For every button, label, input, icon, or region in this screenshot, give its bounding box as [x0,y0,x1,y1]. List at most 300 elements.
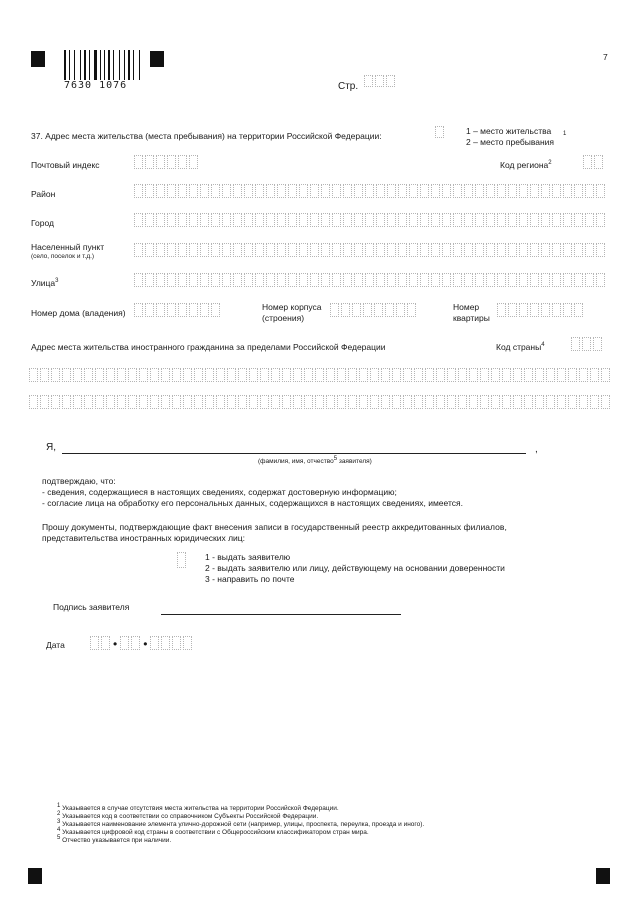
char-cell[interactable] [266,213,275,227]
char-cell[interactable] [392,368,401,382]
char-cell[interactable] [596,213,605,227]
char-cell[interactable] [73,395,82,409]
char-cell[interactable] [211,273,220,287]
char-cell[interactable] [535,395,544,409]
char-cell[interactable] [502,395,511,409]
foreign-address-row-2[interactable] [29,395,612,409]
char-cell[interactable] [574,243,583,257]
char-cell[interactable] [436,368,445,382]
char-cell[interactable] [255,213,264,227]
char-cell[interactable] [557,395,566,409]
char-cell[interactable] [480,395,489,409]
char-cell[interactable] [407,303,416,317]
char-cell[interactable] [590,368,599,382]
city-cells[interactable] [134,213,607,227]
char-cell[interactable] [508,213,517,227]
char-cell[interactable] [458,368,467,382]
char-cell[interactable] [150,395,159,409]
char-cell[interactable] [161,395,170,409]
char-cell[interactable] [255,273,264,287]
char-cell[interactable] [585,273,594,287]
char-cell[interactable] [51,368,60,382]
char-cell[interactable] [392,395,401,409]
char-cell[interactable] [310,184,319,198]
char-cell[interactable] [469,395,478,409]
char-cell[interactable] [337,395,346,409]
char-cell[interactable] [299,184,308,198]
page-number-cells[interactable] [364,75,397,87]
char-cell[interactable] [84,395,93,409]
char-cell[interactable] [480,368,489,382]
char-cell[interactable] [95,368,104,382]
char-cell[interactable] [189,155,198,169]
char-cell[interactable] [431,243,440,257]
char-cell[interactable] [486,243,495,257]
char-cell[interactable] [332,273,341,287]
char-cell[interactable] [491,395,500,409]
char-cell[interactable] [139,368,148,382]
char-cell[interactable] [387,243,396,257]
char-cell[interactable] [513,395,522,409]
street-cells[interactable] [134,273,607,287]
char-cell[interactable] [348,368,357,382]
char-cell[interactable] [172,395,181,409]
char-cell[interactable] [211,303,220,317]
char-cell[interactable] [189,213,198,227]
char-cell[interactable] [354,243,363,257]
char-cell[interactable] [464,273,473,287]
char-cell[interactable] [365,273,374,287]
char-cell[interactable] [585,184,594,198]
char-cell[interactable] [359,368,368,382]
char-cell[interactable] [40,368,49,382]
char-cell[interactable] [469,368,478,382]
char-cell[interactable] [420,184,429,198]
char-cell[interactable] [321,273,330,287]
char-cell[interactable] [568,395,577,409]
applicant-name-line[interactable] [62,453,526,454]
char-cell[interactable] [398,273,407,287]
char-cell[interactable] [352,303,361,317]
char-cell[interactable] [244,213,253,227]
char-cell[interactable] [95,395,104,409]
char-cell[interactable] [343,213,352,227]
char-cell[interactable] [134,243,143,257]
char-cell[interactable] [409,213,418,227]
char-cell[interactable] [376,273,385,287]
char-cell[interactable] [260,368,269,382]
char-cell[interactable] [315,368,324,382]
char-cell[interactable] [134,213,143,227]
char-cell[interactable] [563,184,572,198]
char-cell[interactable] [552,243,561,257]
char-cell[interactable] [277,184,286,198]
char-cell[interactable] [420,273,429,287]
char-cell[interactable] [354,213,363,227]
char-cell[interactable] [502,368,511,382]
char-cell[interactable] [233,273,242,287]
char-cell[interactable] [464,243,473,257]
char-cell[interactable] [189,184,198,198]
char-cell[interactable] [574,184,583,198]
settlement-cells[interactable] [134,243,607,257]
char-cell[interactable] [508,303,517,317]
char-cell[interactable] [200,303,209,317]
char-cell[interactable] [365,243,374,257]
foreign-address-row-1[interactable] [29,368,612,382]
char-cell[interactable] [596,243,605,257]
char-cell[interactable] [376,213,385,227]
char-cell[interactable] [145,273,154,287]
char-cell[interactable] [200,243,209,257]
char-cell[interactable] [183,368,192,382]
char-cell[interactable] [563,243,572,257]
char-cell[interactable] [145,213,154,227]
char-cell[interactable] [40,395,49,409]
char-cell[interactable] [172,368,181,382]
char-cell[interactable] [167,213,176,227]
char-cell[interactable] [385,303,394,317]
house-number-cells[interactable] [134,303,222,317]
char-cell[interactable] [497,303,506,317]
char-cell[interactable] [222,213,231,227]
char-cell[interactable] [453,273,462,287]
char-cell[interactable] [271,395,280,409]
char-cell[interactable] [238,395,247,409]
char-cell[interactable] [156,273,165,287]
char-cell[interactable] [530,213,539,227]
char-cell[interactable] [574,303,583,317]
char-cell[interactable] [161,368,170,382]
char-cell[interactable] [145,243,154,257]
char-cell[interactable] [293,395,302,409]
char-cell[interactable] [189,273,198,287]
char-cell[interactable] [310,243,319,257]
char-cell[interactable] [491,368,500,382]
char-cell[interactable] [431,273,440,287]
char-cell[interactable] [211,184,220,198]
char-cell[interactable] [167,155,176,169]
char-cell[interactable] [541,303,550,317]
postal-index-cells[interactable] [134,155,200,169]
char-cell[interactable] [189,303,198,317]
char-cell[interactable] [563,273,572,287]
char-cell[interactable] [370,368,379,382]
char-cell[interactable] [387,184,396,198]
char-cell[interactable] [128,395,137,409]
char-cell[interactable] [73,368,82,382]
char-cell[interactable] [330,303,339,317]
char-cell[interactable] [486,273,495,287]
char-cell[interactable] [249,395,258,409]
char-cell[interactable] [475,243,484,257]
char-cell[interactable] [442,184,451,198]
char-cell[interactable] [601,368,610,382]
char-cell[interactable] [590,395,599,409]
char-cell[interactable] [106,395,115,409]
char-cell[interactable] [139,395,148,409]
char-cell[interactable] [464,184,473,198]
char-cell[interactable] [178,155,187,169]
char-cell[interactable] [282,395,291,409]
char-cell[interactable] [299,213,308,227]
char-cell[interactable] [145,303,154,317]
char-cell[interactable] [519,184,528,198]
char-cell[interactable] [403,395,412,409]
char-cell[interactable] [178,273,187,287]
char-cell[interactable] [365,184,374,198]
char-cell[interactable] [425,368,434,382]
char-cell[interactable] [134,303,143,317]
char-cell[interactable] [277,243,286,257]
char-cell[interactable] [288,273,297,287]
char-cell[interactable] [178,213,187,227]
char-cell[interactable] [156,213,165,227]
region-code-cells[interactable] [583,155,605,169]
char-cell[interactable] [326,368,335,382]
char-cell[interactable] [227,395,236,409]
char-cell[interactable] [150,368,159,382]
char-cell[interactable] [365,213,374,227]
char-cell[interactable] [222,273,231,287]
char-cell[interactable] [425,395,434,409]
char-cell[interactable] [277,273,286,287]
char-cell[interactable] [249,368,258,382]
char-cell[interactable] [585,243,594,257]
char-cell[interactable] [387,273,396,287]
char-cell[interactable] [117,368,126,382]
char-cell[interactable] [266,243,275,257]
char-cell[interactable] [145,184,154,198]
char-cell[interactable] [343,184,352,198]
char-cell[interactable] [337,368,346,382]
char-cell[interactable] [244,184,253,198]
char-cell[interactable] [178,303,187,317]
char-cell[interactable] [255,184,264,198]
char-cell[interactable] [271,368,280,382]
char-cell[interactable] [497,184,506,198]
char-cell[interactable] [167,184,176,198]
char-cell[interactable] [508,184,517,198]
char-cell[interactable] [62,395,71,409]
char-cell[interactable] [453,243,462,257]
char-cell[interactable] [343,243,352,257]
char-cell[interactable] [398,243,407,257]
char-cell[interactable] [475,273,484,287]
char-cell[interactable] [216,368,225,382]
char-cell[interactable] [84,368,93,382]
char-cell[interactable] [266,273,275,287]
char-cell[interactable] [596,273,605,287]
char-cell[interactable] [436,395,445,409]
date-cells[interactable] [90,636,194,650]
char-cell[interactable] [233,213,242,227]
char-cell[interactable] [568,368,577,382]
char-cell[interactable] [387,213,396,227]
char-cell[interactable] [354,184,363,198]
char-cell[interactable] [431,213,440,227]
char-cell[interactable] [222,243,231,257]
char-cell[interactable] [585,213,594,227]
char-cell[interactable] [486,213,495,227]
char-cell[interactable] [374,303,383,317]
char-cell[interactable] [238,368,247,382]
char-cell[interactable] [574,273,583,287]
char-cell[interactable] [51,395,60,409]
char-cell[interactable] [370,395,379,409]
char-cell[interactable] [453,213,462,227]
char-cell[interactable] [321,213,330,227]
char-cell[interactable] [244,273,253,287]
char-cell[interactable] [222,184,231,198]
char-cell[interactable] [200,273,209,287]
char-cell[interactable] [194,368,203,382]
char-cell[interactable] [332,243,341,257]
char-cell[interactable] [497,213,506,227]
char-cell[interactable] [530,303,539,317]
char-cell[interactable] [189,243,198,257]
char-cell[interactable] [167,303,176,317]
char-cell[interactable] [557,368,566,382]
char-cell[interactable] [134,184,143,198]
char-cell[interactable] [508,273,517,287]
char-cell[interactable] [293,368,302,382]
char-cell[interactable] [519,273,528,287]
char-cell[interactable] [178,243,187,257]
char-cell[interactable] [134,155,143,169]
char-cell[interactable] [299,243,308,257]
char-cell[interactable] [183,395,192,409]
char-cell[interactable] [304,368,313,382]
char-cell[interactable] [414,395,423,409]
char-cell[interactable] [519,243,528,257]
district-cells[interactable] [134,184,607,198]
char-cell[interactable] [156,184,165,198]
char-cell[interactable] [552,213,561,227]
char-cell[interactable] [398,213,407,227]
char-cell[interactable] [200,213,209,227]
delivery-method-cell[interactable] [177,552,188,568]
char-cell[interactable] [519,213,528,227]
char-cell[interactable] [211,213,220,227]
char-cell[interactable] [546,395,555,409]
char-cell[interactable] [156,303,165,317]
char-cell[interactable] [541,184,550,198]
char-cell[interactable] [530,243,539,257]
char-cell[interactable] [282,368,291,382]
char-cell[interactable] [205,368,214,382]
char-cell[interactable] [535,368,544,382]
char-cell[interactable] [233,243,242,257]
char-cell[interactable] [277,213,286,227]
char-cell[interactable] [343,273,352,287]
char-cell[interactable] [62,368,71,382]
char-cell[interactable] [233,184,242,198]
char-cell[interactable] [156,155,165,169]
char-cell[interactable] [332,213,341,227]
char-cell[interactable] [442,213,451,227]
char-cell[interactable] [396,303,405,317]
char-cell[interactable] [431,184,440,198]
char-cell[interactable] [541,243,550,257]
char-cell[interactable] [414,368,423,382]
char-cell[interactable] [442,273,451,287]
char-cell[interactable] [552,273,561,287]
char-cell[interactable] [29,368,38,382]
char-cell[interactable] [178,184,187,198]
char-cell[interactable] [117,395,126,409]
char-cell[interactable] [447,395,456,409]
char-cell[interactable] [167,243,176,257]
char-cell[interactable] [596,184,605,198]
char-cell[interactable] [363,303,372,317]
char-cell[interactable] [420,213,429,227]
char-cell[interactable] [128,368,137,382]
signature-line[interactable] [161,614,401,615]
char-cell[interactable] [579,368,588,382]
char-cell[interactable] [167,273,176,287]
char-cell[interactable] [288,184,297,198]
char-cell[interactable] [326,395,335,409]
char-cell[interactable] [403,368,412,382]
char-cell[interactable] [497,243,506,257]
char-cell[interactable] [211,243,220,257]
char-cell[interactable] [288,243,297,257]
country-code-cells[interactable] [571,337,604,351]
char-cell[interactable] [601,395,610,409]
char-cell[interactable] [310,273,319,287]
char-cell[interactable] [255,243,264,257]
char-cell[interactable] [376,184,385,198]
apartment-number-cells[interactable] [497,303,585,317]
char-cell[interactable] [541,273,550,287]
char-cell[interactable] [321,184,330,198]
char-cell[interactable] [354,273,363,287]
char-cell[interactable] [299,273,308,287]
char-cell[interactable] [519,303,528,317]
char-cell[interactable] [310,213,319,227]
char-cell[interactable] [216,395,225,409]
char-cell[interactable] [475,213,484,227]
char-cell[interactable] [266,184,275,198]
char-cell[interactable] [106,368,115,382]
building-number-cells[interactable] [330,303,418,317]
char-cell[interactable] [442,243,451,257]
char-cell[interactable] [464,213,473,227]
char-cell[interactable] [315,395,324,409]
char-cell[interactable] [508,243,517,257]
char-cell[interactable] [381,395,390,409]
char-cell[interactable] [194,395,203,409]
char-cell[interactable] [348,395,357,409]
char-cell[interactable] [145,155,154,169]
char-cell[interactable] [513,368,522,382]
char-cell[interactable] [546,368,555,382]
char-cell[interactable] [458,395,467,409]
char-cell[interactable] [304,395,313,409]
char-cell[interactable] [381,368,390,382]
char-cell[interactable] [244,243,253,257]
char-cell[interactable] [134,273,143,287]
char-cell[interactable] [341,303,350,317]
char-cell[interactable] [475,184,484,198]
char-cell[interactable] [579,395,588,409]
char-cell[interactable] [497,273,506,287]
place-type-cell[interactable] [435,126,446,138]
char-cell[interactable] [205,395,214,409]
char-cell[interactable] [227,368,236,382]
char-cell[interactable] [524,395,533,409]
